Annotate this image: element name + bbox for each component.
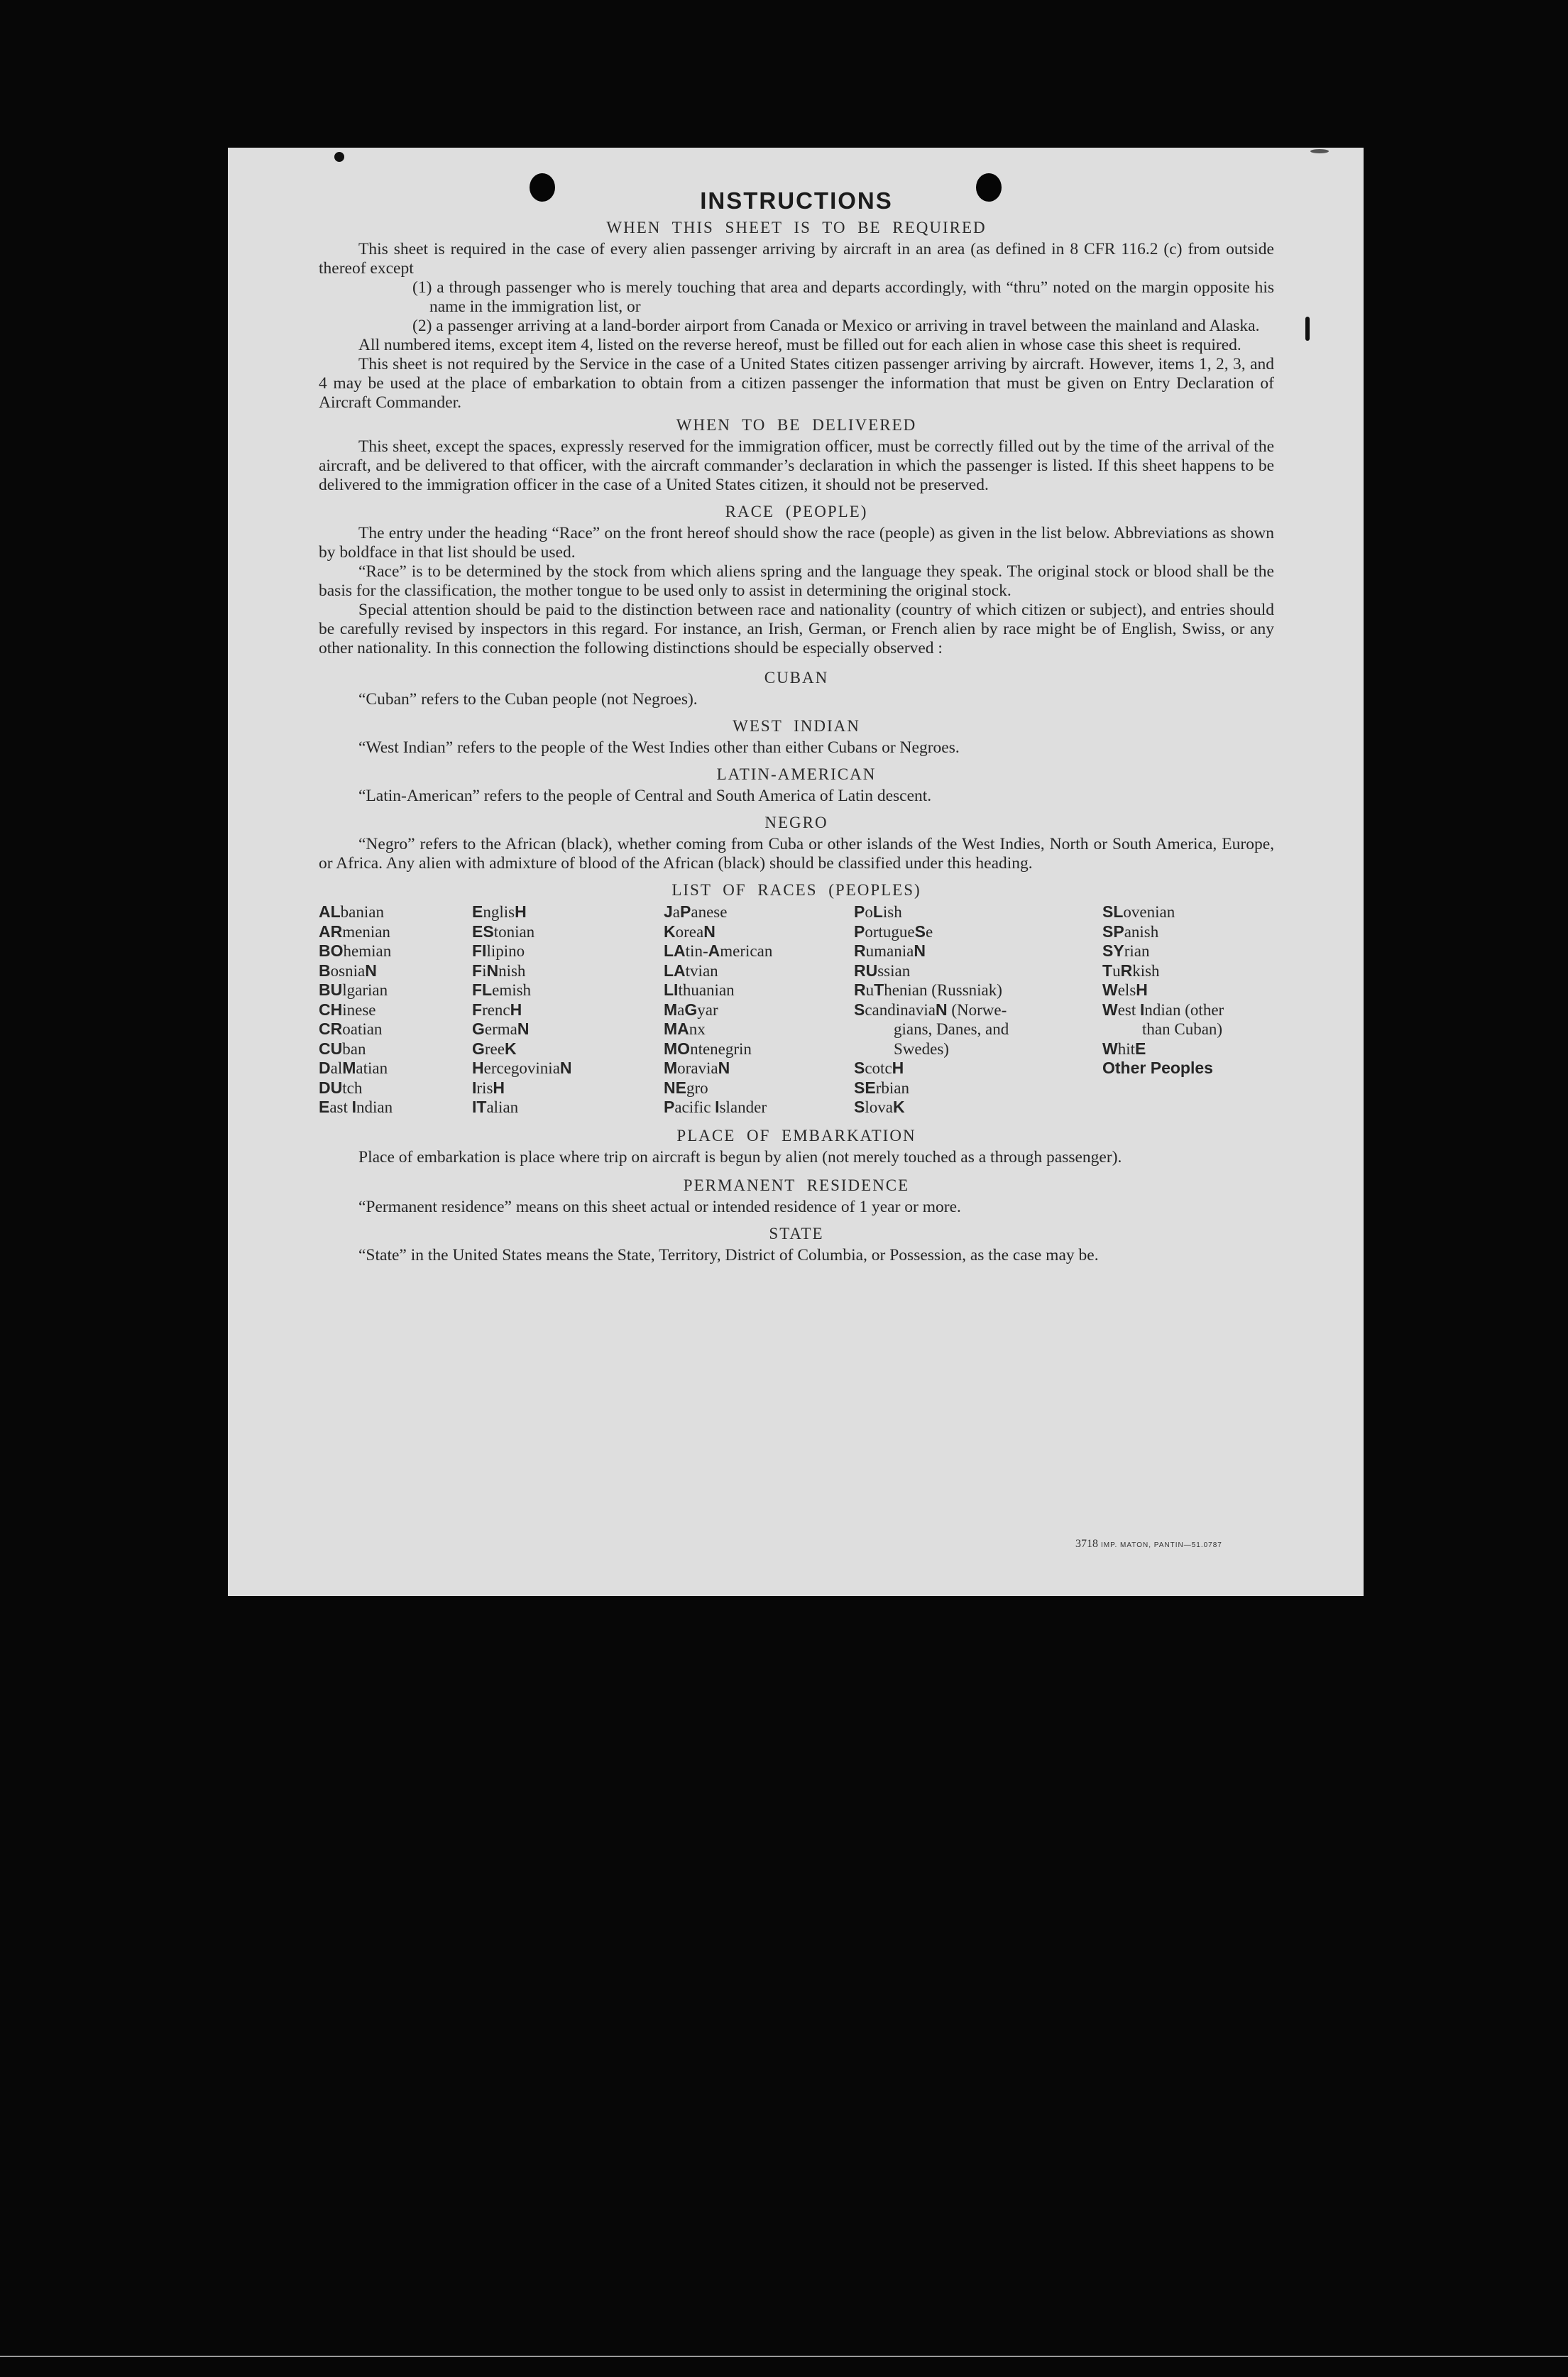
race-column-5 — [1102, 902, 1273, 1118]
race-abbrev: G — [684, 1000, 698, 1019]
paragraph: “State” in the United States means the State, Territory, District of Columbia, or Possession, as the case may be. — [358, 1245, 1099, 1264]
race-abbrev: AL — [319, 902, 341, 921]
race-abbrev: A — [708, 941, 720, 960]
race-abbrev: ES — [472, 922, 494, 941]
race-abbrev: N — [718, 1059, 730, 1077]
ink-speck — [334, 152, 344, 162]
race-abbrev: N — [935, 1000, 948, 1019]
race-entry-continued: gians, Danes, and — [894, 1020, 1009, 1038]
race-abbrev: NE — [664, 1078, 686, 1097]
race-abbrev: K — [664, 922, 676, 941]
section-heading: STATE — [769, 1224, 824, 1242]
race-abbrev: RU — [854, 961, 878, 980]
race-abbrev: P — [680, 902, 691, 921]
race-abbrev: N — [486, 961, 499, 980]
race-abbrev: G — [472, 1039, 485, 1058]
section-heading: WHEN THIS SHEET IS TO BE REQUIRED — [606, 219, 987, 236]
race-abbrev: SP — [1102, 922, 1124, 941]
section-heading: PERMANENT RESIDENCE — [683, 1176, 910, 1194]
race-abbrev: SE — [854, 1078, 876, 1097]
paragraph: “Cuban” refers to the Cuban people (not Negroes). — [358, 690, 698, 709]
race-entry: MAnx — [664, 1020, 706, 1038]
race-entry: WelsH — [1102, 980, 1148, 999]
race-abbrev: W — [1102, 1000, 1118, 1019]
race-abbrev: LA — [664, 941, 686, 960]
race-abbrev: H — [892, 1059, 904, 1077]
race-entry: KoreaN — [664, 922, 716, 941]
race-column-4 — [854, 902, 1102, 1118]
race-abbrev: L — [872, 902, 883, 921]
race-abbrev: T — [874, 980, 884, 999]
race-entry: LAtin-American — [664, 941, 773, 960]
race-abbrev: S — [854, 1000, 865, 1019]
list-item: (1) a through passenger who is merely touching that area and departs accordingly, with “thru” noted on the margin opposite his name in the immigration list, or — [412, 278, 1274, 316]
race-entry: ALbanian — [319, 902, 384, 921]
form-number-value: 3718 — [1075, 1538, 1098, 1550]
race-abbrev: H — [510, 1000, 522, 1019]
race-entry: JaPanese — [664, 902, 728, 921]
race-entry: EnglisH — [472, 902, 527, 921]
scan-edge-line — [0, 2356, 1568, 2357]
race-abbrev: M — [664, 1000, 678, 1019]
race-abbrev: M — [342, 1059, 356, 1077]
race-entry-continued: Swedes) — [894, 1039, 949, 1058]
race-abbrev: M — [664, 1059, 678, 1077]
race-entry: PortugueSe — [854, 922, 933, 941]
section-heading: NEGRO — [764, 814, 828, 831]
punch-hole-left — [530, 173, 555, 202]
race-abbrev: N — [517, 1020, 530, 1038]
instruction-sheet — [228, 148, 1364, 1596]
race-entry: ScotcH — [854, 1059, 904, 1077]
section-heading: LIST OF RACES (PEOPLES) — [671, 881, 921, 899]
race-abbrev: P — [854, 922, 865, 941]
section-heading: CUBAN — [764, 669, 829, 687]
race-entry: RUssian — [854, 961, 911, 980]
race-entry: LIthuanian — [664, 980, 735, 999]
race-entry: ARmenian — [319, 922, 390, 941]
race-abbrev: I — [715, 1098, 720, 1116]
race-abbrev: IT — [472, 1098, 487, 1116]
race-abbrev: AR — [319, 922, 343, 941]
race-abbrev: LA — [664, 961, 686, 980]
race-abbrev: W — [1102, 980, 1118, 999]
race-abbrev: F — [472, 961, 483, 980]
page-title: INSTRUCTIONS — [700, 187, 893, 214]
race-abbrev: K — [892, 1098, 905, 1116]
section-heading: LATIN-AMERICAN — [716, 765, 877, 783]
race-abbrev: G — [472, 1020, 485, 1038]
race-abbrev: SY — [1102, 941, 1124, 960]
section-heading: RACE (PEOPLE) — [725, 503, 868, 520]
race-abbrev: S — [914, 922, 926, 941]
race-entry: DalMatian — [319, 1059, 388, 1077]
race-abbrev: SL — [1102, 902, 1124, 921]
race-abbrev: E — [472, 902, 483, 921]
race-entry: GreeK — [472, 1039, 517, 1058]
race-entry: SYrian — [1102, 941, 1150, 960]
race-abbrev: N — [365, 961, 377, 980]
paragraph: This sheet is not required by the Service in the case of a United States citizen passenger arriving by aircraft. However, items 1, 2, 3, and 4 may be used at the place of embarkation to obtain from a citizen passenger the information that must be given on Entry Declaration of Aircraft Commander. — [319, 355, 1274, 412]
race-abbrev: H — [515, 902, 527, 921]
race-column-2 — [472, 902, 664, 1118]
race-abbrev: E — [1135, 1039, 1146, 1058]
race-abbrev: MO — [664, 1039, 691, 1058]
race-entry: East Indian — [319, 1098, 393, 1116]
race-abbrev: H — [493, 1078, 505, 1097]
race-abbrev: N — [914, 941, 926, 960]
race-abbrev: Other Peoples — [1102, 1059, 1213, 1077]
race-abbrev: CU — [319, 1039, 343, 1058]
paragraph: This sheet is required in the case of every alien passenger arriving by aircraft in an area (as defined in 8 CFR 116.2 (c) from outside thereof except — [319, 240, 1274, 278]
race-entry-continued: than Cuban) — [1142, 1020, 1223, 1038]
printer-imprint: IMP. MATON, PANTIN—51.0787 — [1101, 1541, 1222, 1549]
race-entry: DUtch — [319, 1078, 363, 1097]
race-abbrev: F — [472, 1000, 483, 1019]
race-entry: HercegoviniaN — [472, 1059, 572, 1077]
race-entry: SlovaK — [854, 1098, 905, 1116]
race-abbrev: H — [472, 1059, 484, 1077]
form-number — [1075, 1534, 1222, 1555]
race-entry: Pacific Islander — [664, 1098, 767, 1116]
race-entry: SLovenian — [1102, 902, 1175, 921]
race-list — [319, 902, 1274, 1118]
race-abbrev: E — [319, 1098, 330, 1116]
race-entry: LAtvian — [664, 961, 718, 980]
race-entry: BOhemian — [319, 941, 392, 960]
race-abbrev: FI — [472, 941, 487, 960]
race-entry: FLemish — [472, 980, 532, 999]
race-entry: SErbian — [854, 1078, 909, 1097]
paragraph: All numbered items, except item 4, listed on the reverse hereof, must be filled out for each alien in whose case this sheet is required. — [358, 336, 1241, 354]
paragraph: Special attention should be paid to the distinction between race and nationality (country of which citizen or subject), and entries should be carefully revised by inspectors in this regard. For instance, an Irish, German, or French alien by race might be of English, Swiss, or any other nationality. In this connection the following distinctions should be especially observed : — [319, 601, 1274, 657]
race-entry: BUlgarian — [319, 980, 388, 999]
race-abbrev: P — [664, 1098, 675, 1116]
section-heading: PLACE OF EMBARKATION — [676, 1126, 916, 1144]
race-entry: CHinese — [319, 1000, 376, 1019]
race-column-3 — [664, 902, 854, 1118]
race-abbrev: I — [1140, 1000, 1145, 1019]
section-heading: WHEN TO BE DELIVERED — [676, 416, 917, 434]
race-entry: PoLish — [854, 902, 902, 921]
race-entry: FrencH — [472, 1000, 522, 1019]
race-abbrev: S — [854, 1098, 865, 1116]
race-entry: ScandinaviaN (Norwe- — [854, 1000, 1007, 1019]
race-abbrev: BO — [319, 941, 344, 960]
race-abbrev: R — [854, 980, 866, 999]
paragraph: Place of embarkation is place where trip on aircraft is begun by alien (not merely touched as a through passenger). — [358, 1147, 1122, 1166]
paragraph: “Negro” refers to the African (black), whether coming from Cuba or other islands of the West Indies, North or South America, Europe, or Africa. Any alien with admixture of blood of the African (black) should be classified under this heading. — [319, 835, 1274, 873]
race-entry: RumaniaN — [854, 941, 926, 960]
race-abbrev: R — [1120, 961, 1133, 980]
race-abbrev: LI — [664, 980, 679, 999]
punch-hole-right — [976, 173, 1002, 202]
race-abbrev: N — [703, 922, 716, 941]
race-abbrev: N — [559, 1059, 572, 1077]
paragraph: “Latin-American” refers to the people of Central and South America of Latin descent. — [358, 787, 932, 805]
race-entry: MaGyar — [664, 1000, 718, 1019]
race-entry: SPanish — [1102, 922, 1159, 941]
race-abbrev: BU — [319, 980, 343, 999]
race-entry: WhitE — [1102, 1039, 1146, 1058]
race-abbrev: I — [472, 1078, 477, 1097]
race-abbrev: J — [664, 902, 673, 921]
paragraph: This sheet, except the spaces, expressly reserved for the immigration officer, must be correctly filled out by the time of the arrival of the aircraft, and be delivered to that officer, with the aircraft commander’s declaration in which the passenger is listed. If this sheet happens to be delivered to the immigration officer in the case of a United States citizen, it should not be preserved. — [319, 437, 1274, 494]
race-entry: NEgro — [664, 1078, 708, 1097]
race-entry: ITalian — [472, 1098, 519, 1116]
race-abbrev: W — [1102, 1039, 1118, 1058]
section-heading: WEST INDIAN — [733, 717, 860, 735]
race-entry: West Indian (other — [1102, 1000, 1224, 1019]
race-entry: BosniaN — [319, 961, 377, 980]
race-abbrev: DU — [319, 1078, 343, 1097]
race-abbrev: S — [854, 1059, 865, 1077]
race-abbrev: P — [854, 902, 865, 921]
race-entry: RuThenian (Russniak) — [854, 980, 1002, 999]
race-entry: FiNnish — [472, 961, 526, 980]
race-abbrev: I — [351, 1098, 357, 1116]
race-entry: TuRkish — [1102, 961, 1160, 980]
race-entry: CUban — [319, 1039, 366, 1058]
race-abbrev: CH — [319, 1000, 343, 1019]
race-entry: GermaN — [472, 1020, 530, 1038]
paragraph: “West Indian” refers to the people of the West Indies other than either Cubans or Negroes. — [358, 738, 960, 757]
race-abbrev: R — [854, 941, 866, 960]
race-entry: CRoatian — [319, 1020, 383, 1038]
race-column-1 — [319, 902, 472, 1118]
race-entry: MoraviaN — [664, 1059, 730, 1077]
race-abbrev: T — [1102, 961, 1113, 980]
race-abbrev: D — [319, 1059, 331, 1077]
race-abbrev: MA — [664, 1020, 689, 1038]
ink-speck — [1310, 149, 1329, 153]
race-entry: IrisH — [472, 1078, 505, 1097]
list-item: (2) a passenger arriving at a land-border airport from Canada or Mexico or arriving in travel between the mainland and Alaska. — [412, 317, 1260, 335]
race-abbrev: CR — [319, 1020, 343, 1038]
paragraph: “Permanent residence” means on this sheet actual or intended residence of 1 year or more. — [358, 1197, 961, 1216]
race-entry — [1102, 1059, 1273, 1078]
race-abbrev: FL — [472, 980, 493, 999]
race-abbrev: B — [319, 961, 331, 980]
race-entry: FIlipino — [472, 941, 525, 960]
race-abbrev: H — [1136, 980, 1148, 999]
race-entry: EStonian — [472, 922, 535, 941]
paragraph: The entry under the heading “Race” on the front hereof should show the race (people) as given in the list below. Abbreviations as shown by boldface in that list should be used. — [319, 524, 1274, 562]
race-entry: MOntenegrin — [664, 1039, 752, 1058]
paragraph: “Race” is to be determined by the stock from which aliens spring and the language they speak. The original stock or blood shall be the basis for the classification, the mother tongue to be used only to assist in determining the original stock. — [319, 562, 1274, 600]
race-abbrev: K — [504, 1039, 517, 1058]
ink-mark — [1305, 317, 1310, 341]
